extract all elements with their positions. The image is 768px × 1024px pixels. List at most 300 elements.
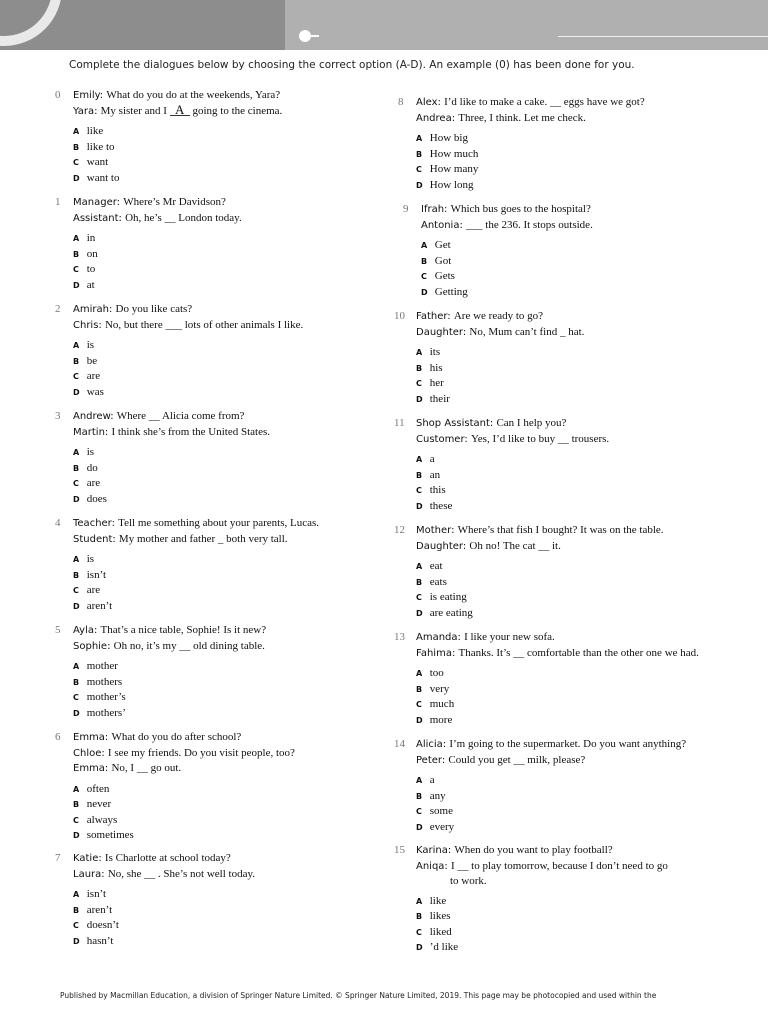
question-number: 7 (55, 852, 61, 864)
dialogue-line (73, 851, 255, 867)
option-b (416, 468, 609, 484)
options-list (73, 231, 242, 293)
option-letter: A (416, 669, 423, 678)
option-text: his (427, 361, 443, 374)
question-number: 8 (398, 96, 404, 108)
question-number: 0 (55, 89, 61, 101)
option-text: does (84, 492, 107, 505)
option-a (73, 445, 270, 461)
option-b (73, 568, 319, 584)
option-d (73, 492, 270, 508)
option-text: Got (432, 254, 452, 267)
option-text: is eating (427, 591, 467, 603)
option-d (416, 940, 668, 956)
option-text: aren’t (84, 599, 113, 612)
option-text: How much (427, 147, 479, 160)
question-number: 12 (394, 524, 405, 536)
speaker-name: Emily: (73, 90, 107, 101)
footer-credit: Published by Macmillan Education, a division of Springer Nature Limited. © Springer Nature Limited, 2019. This page may be photocopied and used within the (60, 991, 657, 1000)
question-number: 15 (394, 844, 405, 856)
speaker-name: Katie: (73, 853, 105, 864)
dialogue-text: ___ the 236. It stops outside. (466, 218, 593, 231)
option-a (421, 238, 593, 254)
option-text: much (427, 698, 455, 710)
option-c (416, 590, 664, 606)
option-c (416, 162, 645, 178)
option-letter: C (73, 693, 79, 702)
option-letter: C (416, 927, 422, 937)
option-letter: C (416, 165, 422, 174)
option-letter: A (416, 562, 423, 571)
option-text: are (84, 370, 101, 382)
options-list (416, 131, 645, 193)
option-text: this (427, 484, 446, 496)
option-letter: A (73, 127, 80, 136)
option-c (73, 690, 266, 706)
option-letter: A (73, 662, 80, 671)
speaker-name: Mother: (416, 525, 458, 536)
example-answer: A (170, 104, 190, 116)
option-letter: A (73, 555, 80, 564)
option-letter: C (416, 486, 422, 495)
dialogue-text: What do you do at the weekends, Yara? (106, 89, 281, 101)
option-c (73, 155, 282, 171)
option-letter: D (416, 394, 423, 404)
option-b (73, 354, 303, 370)
dialogue-line (73, 730, 295, 746)
option-a (73, 552, 319, 568)
dialogue-text: I like your new sofa. (464, 631, 555, 643)
question-number: 11 (394, 417, 405, 429)
dialogue-line (416, 630, 699, 646)
speaker-name: Assistant: (73, 212, 126, 224)
option-text: Get (432, 239, 451, 251)
dialogue-text: No, but there ___ lots of other animals I like. (104, 318, 304, 331)
dialogue-line (73, 761, 295, 777)
option-b (416, 789, 686, 805)
dialogue-line (416, 416, 609, 432)
speaker-name: Chloe: (73, 747, 108, 759)
option-text: aren’t (84, 903, 113, 916)
dialogue-line (416, 859, 668, 875)
dialogue-line (421, 218, 593, 234)
option-c (73, 369, 303, 385)
option-text: at (84, 278, 95, 291)
option-letter: D (73, 936, 80, 946)
dialogue-line (73, 409, 270, 425)
dialogue-line (73, 867, 255, 883)
option-d (416, 713, 699, 729)
option-b (416, 147, 645, 163)
option-letter: D (73, 387, 80, 397)
option-letter: C (416, 807, 422, 816)
option-text: mother’s (84, 691, 126, 703)
speaker-name: Ifrah: (421, 204, 451, 215)
dialogue-line (416, 325, 584, 341)
option-text: mothers’ (84, 706, 126, 719)
option-text: some (427, 805, 453, 817)
option-d (73, 385, 303, 401)
question-12 (394, 523, 664, 621)
option-letter: B (73, 142, 80, 152)
dialogue-text: What do you do after school? (111, 731, 242, 743)
dialogue-text: Three, I think. Let me check. (458, 111, 586, 124)
options-list (416, 345, 584, 407)
speaker-name: Daughter: (416, 326, 470, 338)
dialogue-line: Yara: My sister and I A going to the cinema. (73, 101, 283, 117)
dialogue-line (73, 746, 295, 762)
speaker-name: Chris: (73, 319, 105, 331)
dialogue-line (416, 646, 699, 662)
option-letter: A (73, 448, 80, 457)
option-letter: C (73, 815, 79, 825)
header-right-band (285, 0, 768, 50)
dialogue-text: I see my friends. Do you visit people, too? (107, 746, 295, 759)
option-d (73, 171, 282, 187)
option-letter: A (416, 348, 423, 357)
option-text: their (427, 392, 450, 405)
option-text: isn’t (84, 888, 107, 900)
dialogue-text: Oh no! The cat __ it. (469, 539, 561, 552)
question-11 (394, 416, 610, 514)
option-letter: B (73, 463, 80, 473)
dialogue-text: Yes, I’d like to buy __ trousers. (470, 432, 610, 445)
dialogue-line (73, 302, 303, 318)
option-letter: A (416, 896, 423, 906)
option-b (416, 682, 699, 698)
speaker-name: Yara: (73, 105, 101, 117)
option-text: is (84, 339, 95, 351)
option-text: any (427, 789, 446, 802)
dialogue-line (416, 737, 686, 753)
dialogue-text: No, Mum can’t find _ hat. (469, 325, 585, 338)
option-a (416, 452, 609, 468)
dialogue-line (73, 195, 242, 211)
dialogue-line (73, 532, 319, 548)
option-c (416, 376, 584, 392)
option-b (416, 361, 584, 377)
dialogue-line (73, 318, 303, 334)
option-text: is (84, 446, 95, 458)
question-4 (55, 516, 320, 614)
dialogue-line (416, 843, 668, 859)
option-letter: C (73, 372, 79, 381)
option-letter: C (416, 700, 422, 709)
option-letter: B (73, 356, 80, 366)
dialogue-text: No, she __ . She’s not well today. (107, 867, 255, 880)
option-letter: B (416, 791, 423, 801)
option-c (416, 804, 686, 820)
question-13 (394, 630, 699, 728)
option-text: on (84, 247, 98, 260)
option-letter: A (73, 341, 80, 350)
option-text: mother (84, 660, 118, 672)
option-c (73, 918, 255, 934)
options-list (416, 666, 699, 728)
option-a (416, 345, 584, 361)
dialogue-text: Where’s Mr Davidson? (123, 196, 226, 208)
option-letter: A (416, 776, 423, 785)
option-letter: A (73, 890, 80, 899)
option-a (416, 773, 686, 789)
options-list (73, 887, 255, 949)
option-text: likes (427, 910, 451, 922)
dialogue-line (416, 753, 686, 769)
question-7 (55, 851, 255, 949)
speaker-name: Fahima: (416, 647, 459, 659)
dialogue-line (416, 432, 609, 448)
option-c (421, 269, 593, 285)
option-letter: A (421, 241, 428, 250)
speaker-name: Peter: (416, 754, 449, 766)
option-d (73, 828, 295, 844)
speaker-name: Sophie: (73, 640, 114, 652)
option-text: sometimes (84, 829, 134, 841)
question-10 (394, 309, 585, 407)
speaker-name: Amanda: (416, 632, 465, 643)
options-list (73, 338, 303, 400)
option-text: isn’t (84, 568, 107, 581)
option-text: these (427, 499, 453, 512)
option-text: Gets (432, 270, 455, 282)
option-text: eat (427, 560, 443, 572)
option-text: How many (427, 163, 479, 175)
option-text: very (427, 682, 450, 695)
option-letter: B (73, 800, 80, 809)
option-letter: C (73, 479, 79, 488)
question-15 (394, 843, 668, 956)
speaker-name: Daughter: (416, 540, 470, 552)
option-b (73, 675, 266, 691)
question-number: 6 (55, 731, 61, 743)
question-number: 2 (55, 303, 61, 315)
speaker-name: Antonia: (421, 219, 467, 231)
option-letter: C (73, 586, 79, 595)
option-letter: B (416, 684, 423, 694)
options-list (416, 773, 686, 835)
option-letter: D (416, 715, 423, 725)
option-c (73, 813, 295, 829)
options-list (73, 782, 295, 844)
option-letter: A (416, 134, 423, 143)
option-letter: C (421, 272, 427, 281)
question-number: 10 (394, 310, 405, 322)
option-text: her (427, 377, 444, 389)
dialogue-text: Can I help you? (496, 417, 567, 429)
option-b (73, 247, 242, 263)
option-letter: B (73, 249, 80, 259)
dialogue-text: Could you get __ milk, please? (448, 753, 586, 766)
option-text: like (84, 125, 104, 137)
option-text: hasn’t (84, 934, 114, 947)
instructions: Complete the dialogues below by choosing the correct option (A-D). An example (0) has been done for you. (69, 59, 635, 71)
option-letter: D (73, 708, 80, 718)
option-letter: D (416, 822, 423, 832)
option-text: Getting (432, 285, 468, 298)
option-letter: D (421, 287, 428, 297)
dialogue-text: I’m going to the supermarket. Do you want anything? (449, 738, 687, 750)
option-a (416, 894, 668, 910)
option-letter: D (73, 831, 80, 840)
dialogue-line (416, 111, 645, 127)
option-d (73, 934, 255, 950)
dialogue-text: to work. (450, 875, 487, 887)
option-letter: B (416, 149, 423, 159)
dialogue-line (73, 211, 242, 227)
speaker-name: Customer: (416, 433, 471, 445)
page-header (0, 0, 768, 50)
option-d (73, 706, 266, 722)
dialogue-line (73, 425, 270, 441)
question-number: 4 (55, 517, 61, 529)
question-8 (398, 95, 645, 193)
option-letter: D (416, 501, 423, 511)
option-text: do (84, 461, 98, 474)
option-d (416, 820, 686, 836)
option-letter: B (73, 677, 80, 687)
option-letter: B (73, 905, 80, 915)
option-c (416, 925, 668, 941)
option-b (73, 140, 282, 156)
option-text: want (84, 156, 109, 168)
option-c (416, 483, 609, 499)
option-b (416, 575, 664, 591)
options-list (416, 452, 609, 514)
dialogue-line (416, 95, 645, 111)
dialogue-text: Do you like cats? (115, 303, 193, 315)
option-b (416, 909, 668, 925)
option-letter: C (73, 921, 79, 930)
option-letter: B (416, 470, 423, 480)
dialogue-text: Are we ready to go? (453, 310, 544, 322)
option-text: mothers (84, 675, 123, 688)
speaker-name: Student: (73, 533, 119, 545)
option-text: always (84, 813, 118, 826)
options-list (73, 659, 266, 721)
option-letter: C (416, 593, 422, 602)
header-dot-tail (309, 35, 319, 37)
speaker-name: Father: (416, 311, 454, 322)
option-c (73, 262, 242, 278)
option-text: every (427, 820, 455, 833)
option-text: doesn’t (84, 919, 119, 931)
dialogue-text: Tell me something about your parents, Lucas. (118, 517, 320, 529)
dialogue-text: That’s a nice table, Sophie! Is it new? (100, 624, 267, 636)
option-letter: D (416, 943, 423, 952)
question-3 (55, 409, 271, 507)
dialogue-line (421, 202, 593, 218)
option-text: is (84, 553, 95, 565)
header-rule (558, 36, 768, 37)
question-number: 5 (55, 624, 61, 636)
dialogue-line (416, 523, 664, 539)
option-d (416, 178, 645, 194)
option-text: like (427, 894, 447, 907)
option-letter: A (416, 455, 423, 464)
speaker-name: Aniqa: (416, 860, 451, 872)
option-text: its (427, 346, 441, 358)
question-number: 1 (55, 196, 61, 208)
option-text: an (427, 468, 441, 481)
option-a (73, 124, 282, 140)
option-c (73, 476, 270, 492)
question-2 (55, 302, 304, 400)
option-letter: B (73, 570, 80, 580)
option-a (73, 338, 303, 354)
speaker-name: Alex: (416, 97, 445, 108)
option-text: like to (84, 140, 115, 153)
dialogue-text: Oh, he’s __ London today. (125, 211, 242, 224)
option-a (73, 231, 242, 247)
speaker-name: Martin: (73, 426, 112, 438)
dialogue-line (416, 539, 664, 555)
question-6 (55, 730, 295, 844)
option-a (73, 782, 295, 798)
dialogue-text: Oh no, it’s my __ old dining table. (113, 639, 265, 652)
option-b (73, 903, 255, 919)
option-text: often (84, 782, 110, 795)
dialogue-text: Where __ Alicia come from? (116, 410, 245, 422)
option-text: are (84, 477, 101, 489)
option-letter: D (73, 280, 80, 290)
option-text: to (84, 263, 96, 275)
option-letter: D (416, 608, 423, 618)
options-list (73, 552, 319, 614)
option-letter: D (73, 601, 80, 611)
dialogue-text: I think she’s from the United States. (111, 425, 271, 438)
speaker-name: Andrea: (416, 112, 459, 124)
speaker-name: Amirah: (73, 304, 116, 315)
option-letter: A (73, 784, 80, 794)
option-text: more (427, 713, 453, 726)
speaker-name: Laura: (73, 868, 108, 880)
option-letter: B (416, 363, 423, 373)
option-letter: C (416, 379, 422, 388)
option-text: are eating (427, 606, 473, 619)
dialogue-text: Is Charlotte at school today? (104, 852, 231, 864)
option-d (421, 285, 593, 301)
option-text: a (427, 774, 435, 786)
dialogue-line (416, 874, 668, 889)
dialogue-text: Where’s that fish I bought? It was on the table. (457, 524, 664, 536)
question-9 (403, 202, 593, 300)
speaker-name: Manager: (73, 197, 124, 208)
option-text: How big (427, 132, 468, 144)
option-a (416, 131, 645, 147)
option-b (73, 461, 270, 477)
dialogue-text: Which bus goes to the hospital? (450, 203, 591, 215)
option-letter: B (416, 577, 423, 587)
option-d (416, 606, 664, 622)
option-letter: D (73, 173, 80, 183)
option-a (416, 559, 664, 575)
option-text: are (84, 584, 101, 596)
corner-ring-decoration (0, 0, 62, 46)
speaker-name: Emma: (73, 763, 112, 774)
option-letter: A (73, 234, 80, 243)
option-c (73, 583, 319, 599)
option-d (73, 599, 319, 615)
option-a (73, 887, 255, 903)
question-number: 3 (55, 410, 61, 422)
option-text: want to (84, 171, 120, 184)
options-list (416, 559, 664, 621)
dialogue-text: Thanks. It’s __ comfortable than the other one we had. (458, 646, 699, 659)
question-number: 9 (403, 203, 409, 215)
option-text: liked (427, 925, 452, 938)
option-letter: B (421, 256, 428, 266)
option-d (416, 392, 584, 408)
